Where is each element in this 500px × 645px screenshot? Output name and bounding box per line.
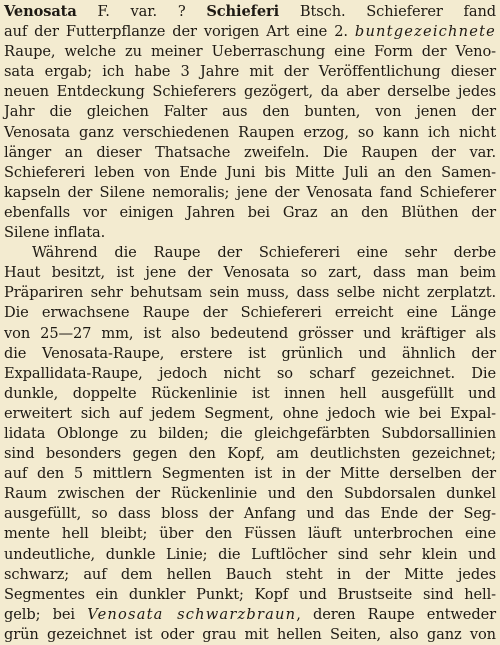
- text-run: Expallidata-Raupe, jedoch nicht so scharf gezeichnet. Die: [4, 364, 496, 382]
- text-run: Haut besitzt, ist jene der Venosata so zart, dass man beim: [4, 264, 496, 282]
- text-run: kapseln der Silene nemoralis; jene der Venosata fand Schieferer: [4, 183, 496, 201]
- text-line: [4, 424, 496, 444]
- text-line: [4, 203, 496, 223]
- text-run: schwarz; auf dem hellen Bauch steht in der Mitte jedes: [4, 565, 496, 583]
- text-line: [4, 404, 496, 424]
- text-line: [4, 42, 496, 62]
- text-line: [4, 123, 496, 143]
- text-line: [4, 102, 496, 122]
- text-line: [4, 545, 496, 565]
- text-line: [4, 565, 496, 585]
- text-run: Segmentes ein dunkler Punkt; Kopf und Brustseite sind hell-: [4, 585, 496, 603]
- text-line: [4, 585, 496, 605]
- text-run: sind besonders gegen den Kopf, am deutlichsten gezeichnet;: [4, 445, 496, 463]
- text-line: [4, 82, 496, 102]
- text-line: [4, 183, 496, 203]
- text-run: Während die Raupe der Schiefereri eine sehr derbe: [32, 244, 496, 262]
- text-line: [4, 504, 496, 524]
- text-run: auf den 5 mittlern Segmenten ist in der Mitte derselben der: [4, 465, 496, 483]
- text-run: neuen Entdeckung Schieferers gezögert, da aber derselbe jedes: [4, 83, 496, 101]
- text-run: Jahr die gleichen Falter aus den bunten, von jenen der: [4, 103, 496, 121]
- text-line: [4, 524, 496, 544]
- text-run: die Venosata-Raupe, erstere ist grünlich und ähnlich der: [4, 344, 496, 362]
- text-run: ausgefüllt, so dass bloss der Anfang und das Ende der Seg-: [4, 505, 496, 523]
- text-run: sata ergab; ich habe 3 Jahre mit der Veröffentlichung dieser: [4, 63, 496, 81]
- text-line: [4, 283, 496, 303]
- emphasized-text: buntgezeichnete: [354, 23, 496, 41]
- text-run: Die erwachsene Raupe der Schiefereri erreicht eine Länge: [4, 304, 496, 322]
- text-run: grün gezeichnet ist oder grau mit hellen Seiten, also ganz von: [4, 625, 496, 643]
- paragraph: [4, 243, 496, 645]
- text-run: undeutliche, dunkle Linie; die Luftlöcher sind sehr klein und: [4, 545, 496, 563]
- text-run: Raum zwischen der Rückenlinie und den Subdorsalen dunkel: [4, 485, 496, 503]
- emphasized-text: Venosata: [4, 3, 77, 20]
- text-line: [4, 163, 496, 183]
- text-line: [4, 22, 496, 42]
- text-run: Silene inflata.: [4, 224, 106, 242]
- text-run: ebenfalls vor einigen Jahren bei Graz an den Blüthen der: [4, 203, 496, 221]
- paragraph: [4, 2, 496, 243]
- text-line: [4, 464, 496, 484]
- text-line: [4, 303, 496, 323]
- emphasized-text: Venosata schwarzbraun: [87, 605, 297, 623]
- text-line: [4, 2, 496, 22]
- text-run: Raupe, welche zu meiner Ueberraschung eine Form der Veno-: [4, 43, 496, 61]
- text-run: F. var. ?: [76, 3, 207, 20]
- text-line: [4, 384, 496, 404]
- text-line: [4, 243, 496, 263]
- text-run: Btsch. Schieferer fand: [279, 3, 496, 20]
- text-run: länger an dieser Thatsache zweifeln. Die Raupen der var.: [4, 143, 496, 161]
- text-run: mente hell bleibt; über den Füssen läuft unterbrochen eine: [4, 525, 496, 543]
- text-line: [4, 143, 496, 163]
- text-line: [4, 364, 496, 384]
- text-line: [4, 444, 496, 464]
- text-run: erweitert sich auf jedem Segment, ohne jedoch wie bei Expal-: [4, 404, 496, 422]
- text-run: Venosata ganz verschiedenen Raupen erzog, so kann ich nicht: [4, 123, 496, 141]
- text-line: [4, 484, 496, 504]
- text-line: [4, 344, 496, 364]
- text-line: [4, 605, 496, 625]
- text-run: Präpariren sehr behutsam sein muss, dass selbe nicht zerplatzt.: [4, 284, 496, 302]
- text-run: , deren Raupe entweder: [296, 605, 496, 623]
- text-run: gelb; bei: [4, 605, 88, 623]
- text-run: von 25—27 mm, ist also bedeutend grösser und kräftiger als: [4, 324, 496, 342]
- text-run: dunkle, doppelte Rückenlinie ist innen hell ausgefüllt und: [4, 384, 496, 402]
- text-line: [4, 263, 496, 283]
- text-run: Schiefereri leben von Ende Juni bis Mitte Juli an den Samen-: [4, 163, 496, 181]
- text-run: auf der Futterpflanze der vorigen Art eine 2.: [4, 23, 355, 41]
- text-line: [4, 223, 496, 243]
- text-line: [4, 324, 496, 344]
- text-run: lidata Oblonge zu bilden; die gleichgefärbten Subdorsallinien: [4, 424, 496, 442]
- emphasized-text: Schieferi: [206, 3, 280, 20]
- text-line: [4, 625, 496, 645]
- text-line: [4, 62, 496, 82]
